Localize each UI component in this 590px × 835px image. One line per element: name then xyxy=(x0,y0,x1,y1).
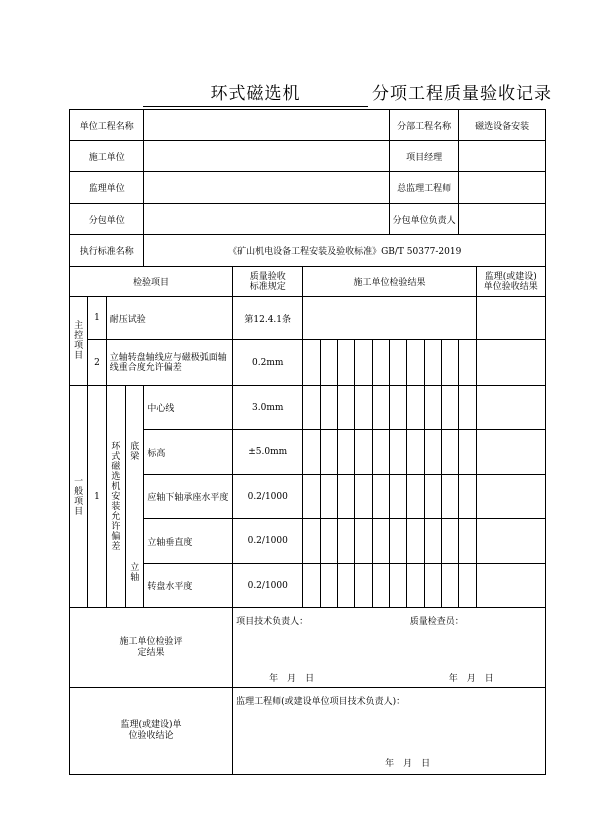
general-row-3-standard: 0.2/1000 xyxy=(233,475,303,519)
g4-cell-3[interactable] xyxy=(338,519,355,564)
col-supervision-record xyxy=(476,267,545,297)
general-row-5-standard: 0.2/1000 xyxy=(233,564,303,608)
g2-cell-7[interactable] xyxy=(407,430,424,475)
g3-cell-3[interactable] xyxy=(338,475,355,519)
g1-cell-6[interactable] xyxy=(389,386,406,430)
general-sub-label-text: 环式磁选机安装允许偏差 xyxy=(111,441,121,552)
g4-cell-2[interactable] xyxy=(320,519,337,564)
g5-cell-9[interactable] xyxy=(441,564,458,608)
g4-cell-5[interactable] xyxy=(372,519,389,564)
supervision-unit-value[interactable] xyxy=(144,172,390,204)
g5-cell-7[interactable] xyxy=(407,564,424,608)
g5-cell-3[interactable] xyxy=(338,564,355,608)
general-row-3-item: 应轴下轴承座水平度 xyxy=(144,475,233,519)
g1-cell-4[interactable] xyxy=(355,386,372,430)
general-row-2-item: 标高 xyxy=(144,430,233,475)
g2-cell-6[interactable] xyxy=(389,430,406,475)
construction-unit-label: 施工单位 xyxy=(70,141,144,172)
g2-cell-5[interactable] xyxy=(372,430,389,475)
general-sub-label xyxy=(106,386,125,608)
g3-cell-9[interactable] xyxy=(441,475,458,519)
g3-cell-8[interactable] xyxy=(424,475,441,519)
tech-leader-signature[interactable] xyxy=(233,608,407,688)
main-row-2-standard: 0.2mm xyxy=(233,340,303,386)
construction-unit-value[interactable] xyxy=(144,141,390,172)
g4-cell-4[interactable] xyxy=(355,519,372,564)
supervisor-label: 监理工程师(或建设单位项目技术负责人)： xyxy=(236,697,406,707)
subcontract-leader-value[interactable] xyxy=(459,204,546,235)
g5-cell-5[interactable] xyxy=(372,564,389,608)
main-row-2-cell-6[interactable] xyxy=(389,340,406,386)
g2-cell-2[interactable] xyxy=(320,430,337,475)
g2-cell-4[interactable] xyxy=(355,430,372,475)
vertical-shaft-label-text: 立轴 xyxy=(130,562,140,583)
main-row-2-cell-9[interactable] xyxy=(441,340,458,386)
general-row-1-standard: 3.0mm xyxy=(233,386,303,430)
form-title xyxy=(0,84,590,108)
supervisor-signature[interactable] xyxy=(233,688,546,775)
g3-cell-10[interactable] xyxy=(459,475,476,519)
general-label-text: 一般项目 xyxy=(74,476,84,517)
main-row-2-cell-4[interactable] xyxy=(355,340,372,386)
sub-project-value[interactable]: 磁选设备安装 xyxy=(459,110,546,141)
g3-cell-6[interactable] xyxy=(389,475,406,519)
base-beam-label xyxy=(126,386,144,519)
general-row-4-item: 立轴垂直度 xyxy=(144,519,233,564)
g3-cell-1[interactable] xyxy=(303,475,320,519)
vertical-shaft-label xyxy=(126,519,144,608)
g5-cell-10[interactable] xyxy=(459,564,476,608)
main-row-2-supervision[interactable] xyxy=(476,340,545,386)
main-row-2-cell-10[interactable] xyxy=(459,340,476,386)
main-row-2-cell-1[interactable] xyxy=(303,340,320,386)
supervision-conclusion-label-text: 监理(或建设)单位验收结论 xyxy=(120,720,182,741)
g4-cell-7[interactable] xyxy=(407,519,424,564)
title-suffix: 分项工程质量验收记录 xyxy=(372,84,552,104)
col-quality-standard xyxy=(233,267,303,297)
g3-cell-7[interactable] xyxy=(407,475,424,519)
chief-supervisor-value[interactable] xyxy=(459,172,546,204)
g1-cell-9[interactable] xyxy=(441,386,458,430)
g2-cell-3[interactable] xyxy=(338,430,355,475)
g2-cell-10[interactable] xyxy=(459,430,476,475)
date-1: 年 月 日 xyxy=(269,674,315,684)
general-row-5-item: 转盘水平度 xyxy=(144,564,233,608)
col-construction-result: 施工单位检验结果 xyxy=(303,267,476,297)
col-inspection-item: 检验项目 xyxy=(70,267,233,297)
main-row-1-supervision[interactable] xyxy=(476,297,545,340)
g4-cell-8[interactable] xyxy=(424,519,441,564)
g1-cell-10[interactable] xyxy=(459,386,476,430)
g1-cell-5[interactable] xyxy=(372,386,389,430)
g3-cell-2[interactable] xyxy=(320,475,337,519)
subcontract-unit-label: 分包单位 xyxy=(70,204,144,235)
chief-supervisor-label: 总监理工程师 xyxy=(389,172,458,204)
main-row-2-cell-3[interactable] xyxy=(338,340,355,386)
construction-eval-label-text: 施工单位检验评定结果 xyxy=(119,636,183,658)
project-manager-label: 项目经理 xyxy=(389,141,458,172)
g5-cell-2[interactable] xyxy=(320,564,337,608)
g1-cell-3[interactable] xyxy=(338,386,355,430)
general-no: 1 xyxy=(88,386,106,608)
standard-value: 《矿山机电设备工程安装及验收标准》GB/T 50377-2019 xyxy=(144,235,546,267)
quality-inspector-label: 质量检查员： xyxy=(409,617,464,627)
general-row-4-standard: 0.2/1000 xyxy=(233,519,303,564)
g5-supervision[interactable] xyxy=(476,564,545,608)
subcontract-unit-value[interactable] xyxy=(144,204,390,235)
quality-inspector-signature[interactable] xyxy=(407,608,546,688)
acceptance-record-table xyxy=(69,109,546,775)
general-group-label xyxy=(70,386,88,608)
main-row-1-result[interactable] xyxy=(303,297,476,340)
general-row-1-item: 中心线 xyxy=(144,386,233,430)
g4-cell-6[interactable] xyxy=(389,519,406,564)
base-beam-label-text: 底梁 xyxy=(130,442,140,463)
g2-cell-1[interactable] xyxy=(303,430,320,475)
main-control-group-label xyxy=(70,297,88,386)
g1-cell-7[interactable] xyxy=(407,386,424,430)
main-row-1-standard: 第12.4.1条 xyxy=(233,297,303,340)
g5-cell-6[interactable] xyxy=(389,564,406,608)
main-row-2-cell-8[interactable] xyxy=(424,340,441,386)
g5-cell-4[interactable] xyxy=(355,564,372,608)
g2-cell-8[interactable] xyxy=(424,430,441,475)
sub-project-label: 分部工程名称 xyxy=(389,110,458,141)
main-row-2-cell-5[interactable] xyxy=(372,340,389,386)
date-3: 年 月 日 xyxy=(385,759,431,769)
project-manager-value[interactable] xyxy=(459,141,546,172)
g3-cell-5[interactable] xyxy=(372,475,389,519)
main-row-1-item: 耐压试验 xyxy=(106,297,232,340)
unit-project-value[interactable] xyxy=(144,110,390,141)
date-2: 年 月 日 xyxy=(448,674,494,684)
g3-supervision[interactable] xyxy=(476,475,545,519)
g2-cell-9[interactable] xyxy=(441,430,458,475)
standard-label: 执行标准名称 xyxy=(70,235,144,267)
g5-cell-1[interactable] xyxy=(303,564,320,608)
col-supervision-record-text: 监理(或建设) 单位验收结果 xyxy=(483,271,538,292)
tech-leader-label: 项目技术负责人： xyxy=(236,617,309,627)
main-control-label-text: 主控项目 xyxy=(74,321,84,361)
unit-project-label: 单位工程名称 xyxy=(70,110,144,141)
construction-eval-label xyxy=(70,608,233,688)
g1-cell-1[interactable] xyxy=(303,386,320,430)
g4-cell-1[interactable] xyxy=(303,519,320,564)
g4-supervision[interactable] xyxy=(476,519,545,564)
g5-cell-8[interactable] xyxy=(424,564,441,608)
title-project-name[interactable]: 环式磁选机 xyxy=(143,84,368,107)
g2-supervision[interactable] xyxy=(476,430,545,475)
general-row-2-standard: ±5.0mm xyxy=(233,430,303,475)
supervision-unit-label: 监理单位 xyxy=(70,172,144,204)
g4-cell-10[interactable] xyxy=(459,519,476,564)
main-row-2-no: 2 xyxy=(88,340,106,386)
subcontract-leader-label: 分包单位负责人 xyxy=(389,204,458,235)
g1-cell-8[interactable] xyxy=(424,386,441,430)
main-row-2-cell-7[interactable] xyxy=(407,340,424,386)
g1-cell-2[interactable] xyxy=(320,386,337,430)
g4-cell-9[interactable] xyxy=(441,519,458,564)
supervision-conclusion-label xyxy=(70,688,233,775)
main-row-2-item: 立轴转盘轴线应与磁极弧面轴线重合度允许偏差 xyxy=(106,340,232,386)
col-quality-standard-text: 质量验收 标准规定 xyxy=(249,271,286,292)
main-row-1-no: 1 xyxy=(88,297,106,340)
g1-supervision[interactable] xyxy=(476,386,545,430)
g3-cell-4[interactable] xyxy=(355,475,372,519)
main-row-2-cell-2[interactable] xyxy=(320,340,337,386)
